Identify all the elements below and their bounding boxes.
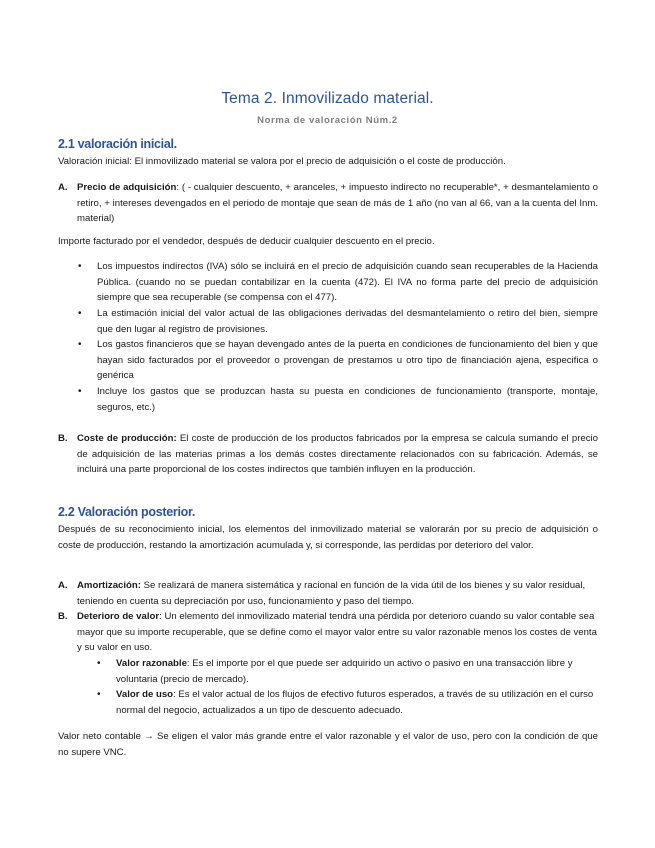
bullet-dot: • (78, 386, 82, 397)
bullet-dot: • (97, 689, 101, 700)
importe-facturado-text: Importe facturado por el vendedor, después de deducir cualquier descuento en el precio. (58, 236, 435, 247)
item-text: : Un elemento del inmovilizado material tendrá una pérdida por deterioro cuando su valor contable sea mayor que su importe recuperable, que se define como el mayor valor entre su valor razonable menos los costes de venta y su valor en uso. (77, 611, 597, 653)
bullet-item: La estimación inicial del valor actual de las obligaciones derivadas del desmantelamiento o retiro del bien, siempre que den lugar al registro de provisiones. (97, 308, 598, 335)
item-label: Valor razonable (116, 658, 187, 669)
section-heading-valoracion-inicial: 2.1 valoración inicial. (58, 137, 177, 151)
item-amortizacion (77, 578, 598, 609)
item-text: : Es el valor actual de los flujos de efectivo futuros esperados, a través de su utilización en el curso normal del negocio, actualizados a un tipo de descuento adecuado. (116, 689, 594, 716)
item-text: : ( - cualquier descuento, + aranceles, + impuesto indirecto no recuperable*, + desmantelamiento o retiro, + intereses devengados en el periodo de montaje que sean de más de 1 año (no van al 66, van a la cuenta del Inm. material) (77, 182, 598, 224)
bullet-dot: • (78, 261, 82, 272)
item-text: El coste de producción de los productos fabricados por la empresa se calcula sumando el precio de adquisición de las materias primas a los demás costes directamente relacionados con su fabricación. Además, se incluirá una parte proporcional de los costes indirectos que también influyen en la producción. (77, 433, 599, 475)
item-coste-produccion (77, 431, 598, 478)
item-label: Precio de adquisición (77, 182, 177, 193)
item-text: : Es el importe por el que puede ser adquirido un activo o pasivo en una transacción libre y voluntaria (precio de mercado). (116, 658, 573, 685)
bullet-item: Los gastos financieros que se hayan devengado antes de la puerta en condiciones de funcionamiento del bien y que hayan sido facturados por el proveedor o provengan de prestamos u otro tipo de financiación ajena, especifica o genérica (97, 339, 598, 381)
page-title: Tema 2. Inmovilizado material. (221, 90, 434, 107)
item-b-marker: B. (58, 433, 68, 444)
section-heading-valoracion-posterior: 2.2 Valoración posterior. (58, 505, 196, 519)
valor-neto-contable-text: Valor neto contable → Se eligen el valor más grande entre el valor razonable y el valor de uso, pero con la condición de que no supere VNC. (58, 731, 598, 758)
item-label: Deterioro de valor (77, 611, 160, 622)
sub-bullet-valor-uso (116, 687, 598, 718)
bullet-item: Incluye los gastos que se produzcan hasta su puesta en condiciones de funcionamiento (transporte, montaje, seguros, etc.) (97, 386, 598, 413)
item-label: Amortización: (77, 580, 141, 591)
section2-intro: Después de su reconocimiento inicial, los elementos del inmovilizado material se valorarán por su precio de adquisición o coste de producción, restando la amortización acumulada y, si corresponde, las perdidas por deterioro del valor. (58, 524, 598, 551)
bullet-item: Los impuestos indirectos (IVA) sólo se incluirá en el precio de adquisición cuando sean recuperables de la Hacienda Pública. (cuando no se puedan contabilizar en la cuenta (472). El IVA no forma parte del precio de adquisición siempre que sea recuperable (se compensa con el 477). (97, 261, 598, 303)
item-b-marker: B. (58, 611, 68, 622)
item-precio-adquisicion (77, 180, 598, 227)
item-a-marker: A. (58, 182, 68, 193)
item-a-marker: A. (58, 580, 68, 591)
bullet-dot: • (78, 308, 82, 319)
sub-bullet-valor-razonable (116, 656, 598, 687)
section1-intro: Valoración inicial: El inmovilizado material se valora por el precio de adquisición o el coste de producción. (58, 156, 506, 167)
bullet-dot: • (97, 658, 101, 669)
bullet-dot: • (78, 339, 82, 350)
item-label: Valor de uso (116, 689, 174, 700)
item-label: Coste de producción: (77, 433, 177, 444)
item-text: Se realizará de manera sistemática y racional en función de la vida útil de los bienes y su valor residual, teniendo en cuenta su depreciación por uso, funcionamiento y paso del tiempo. (77, 580, 586, 607)
item-deterioro-valor (77, 609, 598, 656)
page-subtitle: Norma de valoración Núm.2 (257, 115, 398, 126)
